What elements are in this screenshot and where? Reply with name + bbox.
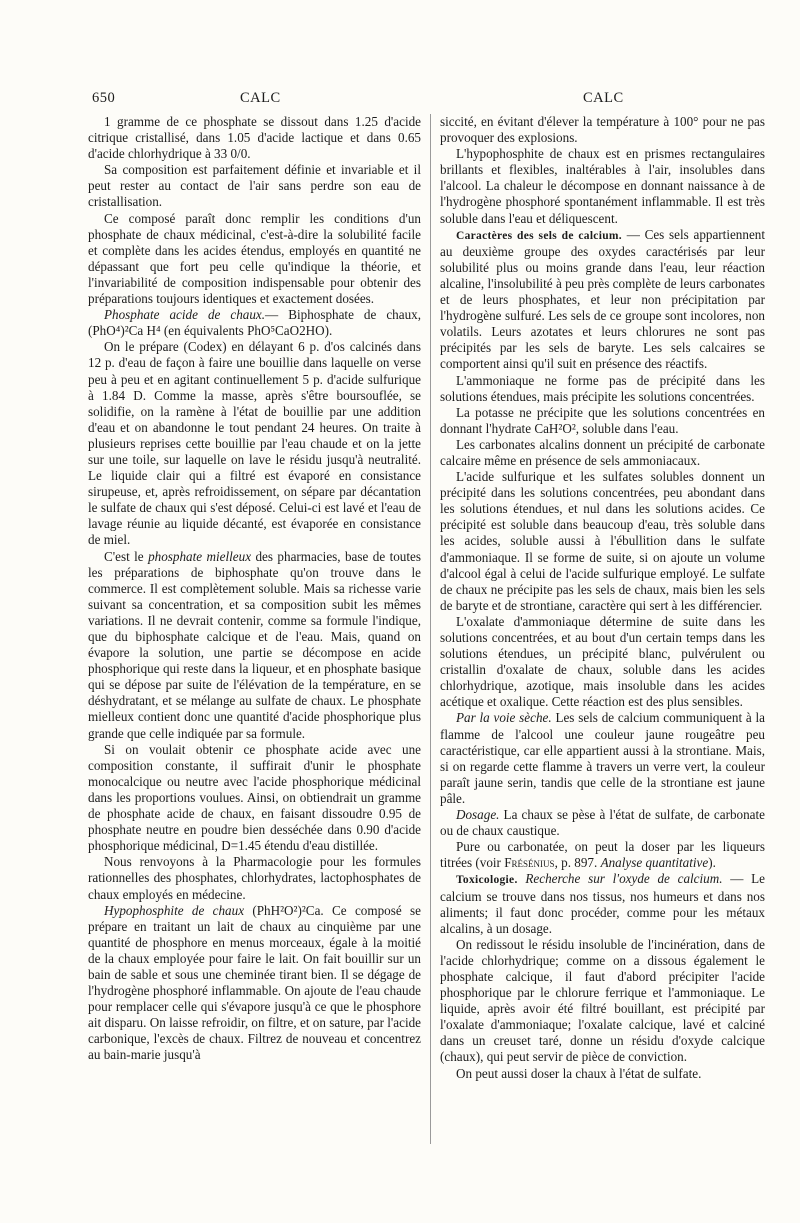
paragraph: Sa composition est parfaitement définie et invariable et il peut rester au contact de l'air sans perdre son eau de cristallisation. — [88, 162, 421, 210]
right-column — [440, 114, 765, 1082]
column-divider — [430, 114, 431, 1144]
author-name: Frésénius — [504, 855, 555, 871]
paragraph: 1 gramme de ce phosphate se dissout dans 1.25 d'acide citrique cristallisé, dans 1.05 d'acide lactique et dans 0.65 d'acide chlorhydrique à 33 0/0. — [88, 114, 421, 162]
section-label: Hypophosphite de chaux — [104, 902, 245, 918]
section-label: Phosphate acide de chaux. — [104, 307, 266, 323]
section-label: Dosage. — [456, 807, 500, 823]
paragraph: On peut aussi doser la chaux à l'état de sulfate. — [456, 1065, 702, 1081]
paragraph: Pure ou carbonatée, on peut la doser par les liqueurs titrées (voir Frésénius, p. 897. Analyse quantitative). — [440, 839, 765, 871]
paragraph: L'acide sulfurique et les sulfates solubles donnent un précipité dans les solutions concentrées, peu abondant dans les solutions étendues, et nul dans les solutions acides. Ce précipité est soluble dans beaucoup d'eau, très soluble dans les acides, soluble aussi à l'ébullition dans le sulfate d'ammoniaque. Il se forme de suite, si on ajoute un volume d'alcool égal à celui de l'acide sulfurique employé. Le sulfate de chaux ne précipite pas les sels de chaux, mais bien les sels de baryte et de strontiane, caractère qui sert à les différencier. — [440, 469, 765, 613]
running-head-left: CALC — [240, 90, 281, 106]
paragraph-caracteres: Caractères des sels de calcium. — Ces sels appartiennent au deuxième groupe des oxydes caractérisés par leur solubilité plus ou moins grande dans l'eau, leur réaction alcaline, l'insolubilité à peu près complète de leurs carbonates et de leurs phosphates, et leur non précipitation par l'hydrogène sulfuré. Les sels de ce groupe sont incolores, non volatils. Leurs azotates et leurs chlorures ne sont pas précipités par les sels de baryte. Les sels calcaires se comportent ainsi qu'il suit en présence des réactifs. — [440, 226, 765, 372]
paragraph: Ce composé paraît donc remplir les conditions d'un phosphate de chaux médicinal, c'est-à-dire la solubilité facile et complète dans les acides étendus, employés en quantité ne dépassant que fort peu celle qu'indique la théorie, et l'invariabilité de composition indispensable pour obtenir des préparations toujours identiques et exactement dosées. — [88, 210, 421, 307]
paragraph-hypophosphite: Hypophosphite de chaux (PhH²O²)²Ca. Ce composé se prépare en traitant un lait de chaux au cinquième par une quantité de phosphore en menus morceaux, égale à la moitié de la chaux employée pour faire le lait. On fait bouillir sur un bain de sable et sous une cheminée tirant bien. Il se dégage de l'hydrogène phosphoré inflammable. On ajoute de l'eau chaude pour remplacer celle qui s'évapore jusqu'à ce que le phosphore ait disparu. On laisse refroidir, on filtre, et on sature, par l'acide carbonique, l'excès de chaux. Filtrez de nouveau et concentrez au bain-marie jusqu'à — [88, 902, 421, 1063]
section-label: Caractères des sels de calcium. — [456, 229, 622, 242]
paragraph: L'oxalate d'ammoniaque détermine de suite dans les solutions concentrées, et au bout d'un certain temps dans les solutions étendues, un précipité blanc, pulvérulent ou cristallin d'oxalate de chaux, soluble dans les acides chlorhydrique, azotique, mais insoluble dans les acides acétique et oxalique. Cette réaction est des plus sensibles. — [440, 613, 765, 710]
section-label: Toxicologie. — [456, 874, 518, 887]
paragraph: L'hypophosphite de chaux est en prismes rectangulaires brillants et flexibles, inaltérables à l'air, insolubles dans l'alcool. La chaleur le décompose en donnant naissance à de l'hydrogène phosphoré spontanément inflammable. Il est très soluble dans l'eau et déliquescent. — [440, 146, 765, 226]
emphasis: Analyse quantitative — [600, 855, 709, 871]
paragraph-phosphate-acide: Phosphate acide de chaux.— Biphosphate de chaux, (PhO⁴)²Ca H⁴ (en équivalents PhO⁵CaO2HO). — [88, 307, 421, 339]
paragraph-dosage: Dosage. La chaux se pèse à l'état de sulfate, de carbonate ou de chaux caustique. — [440, 807, 765, 839]
paragraph: siccité, en évitant d'élever la température à 100° pour ne pas provoquer des explosions. — [440, 114, 765, 146]
page-number: 650 — [92, 90, 116, 106]
emphasis: phosphate mielleux — [148, 548, 252, 564]
paragraph: On redissout le résidu insoluble de l'incinération, dans de l'acide chlorhydrique; comme on a dissous également le phosphate calcique, il faut d'abord précipiter l'acide phosphorique par le chlorure ferrique et l'ammoniaque. Le liquide, après avoir été filtré bouillant, est précipité par l'oxalate d'ammoniaque; l'oxalate calcique, lavé et calciné dans un creuset taré, donne un résidu d'oxyde calcique (chaux), qui peut servir de pièce de conviction. — [440, 936, 765, 1065]
paragraph: C'est le phosphate mielleux des pharmacies, base de toutes les préparations de biphosphate qu'on trouve dans le commerce. Il est complètement soluble. Mais sa richesse varie suivant sa concentration, et sa composition subit les mêmes variations. Il ne devrait contenir, comme sa formule l'indique, que du biphosphate calcique et de l'eau. Mais, quand on évapore la solution, une partie se décompose en acide phosphorique qui reste dans la liqueur, et en phosphate basique qui se dépose par suite de l'élévation de la température, en se déshydratant, et se mélange au sulfate de chaux. Le phosphate mielleux contient donc une quantité d'acide phosphorique plus grande que celle indiquée par sa formule. — [88, 548, 421, 741]
paragraph: On le prépare (Codex) en délayant 6 p. d'os calcinés dans 12 p. d'eau de façon à faire une bouillie dans laquelle on verse peu à peu et en agitant continuellement 5 p. d'acide sulfurique à 1.84 D. Comme la masse, après s'être boursouflée, se solidifie, on la ramène à l'état de bouillie par une addition d'eau et on abandonne le tout pendant 24 heures. On traite à plusieurs reprises cette bouillie par l'eau chaude et on la jette sur une toile, sur laquelle on lave le résidu jusqu'à neutralité. Le liquide clair qui a filtré est évaporé en consistance sirupeuse, et, après refroidissement, on sépare par décantation le sulfate de chaux qui s'est déposé. Celui-ci est lavé et l'eau de lavage réunie au liquide décanté, est évaporée en consistance de miel. — [88, 339, 421, 548]
paragraph-toxicologie: Toxicologie. Recherche sur l'oxyde de calcium. — Le calcium se trouve dans nos tissus, nos humeurs et dans nos aliments; il faut donc procéder, comme pour les métaux alcalins, à un dosage. — [440, 871, 765, 936]
emphasis: Recherche sur l'oxyde de calcium. — [517, 871, 723, 887]
section-label: Par la voie sèche. — [456, 710, 552, 726]
paragraph: Les carbonates alcalins donnent un précipité de carbonate calcaire même en présence de sels ammoniacaux. — [440, 436, 765, 468]
paragraph-voie-seche: Par la voie sèche. Les sels de calcium communiquent à la flamme de l'alcool une couleur jaune rougeâtre peu caractéristique, car elle appartient aussi à la strontiane. Mais, si on regarde cette flamme à travers un verre vert, la couleur paraît jaune serin, tandis que celle de la strontiane est jaune pâle. — [440, 710, 765, 806]
paragraph: L'ammoniaque ne forme pas de précipité dans les solutions étendues, mais précipite les solutions concentrées. — [440, 372, 765, 404]
paragraph: Nous renvoyons à la Pharmacologie pour les formules rationnelles des phosphates, chlorhydrates, lactophosphates de chaux employés en médecine. — [88, 854, 421, 902]
paragraph: La potasse ne précipite que les solutions concentrées en donnant l'hydrate CaH²O², soluble dans l'eau. — [440, 404, 765, 436]
running-head-right: CALC — [583, 90, 624, 106]
paragraph: Si on voulait obtenir ce phosphate acide avec une composition constante, il suffirait d'unir le phosphate monocalcique ou neutre avec l'acide phosphorique médicinal dans les proportions voulues. Ainsi, on obtiendrait un gramme de phosphate acide de chaux, en faisant dissoudre 0.95 de phosphate neutre en poudre bien desséchée dans 0.90 d'acide phosphorique médicinal, D=1.45 étendu d'eau distillée. — [88, 741, 421, 854]
left-column — [88, 114, 421, 1064]
